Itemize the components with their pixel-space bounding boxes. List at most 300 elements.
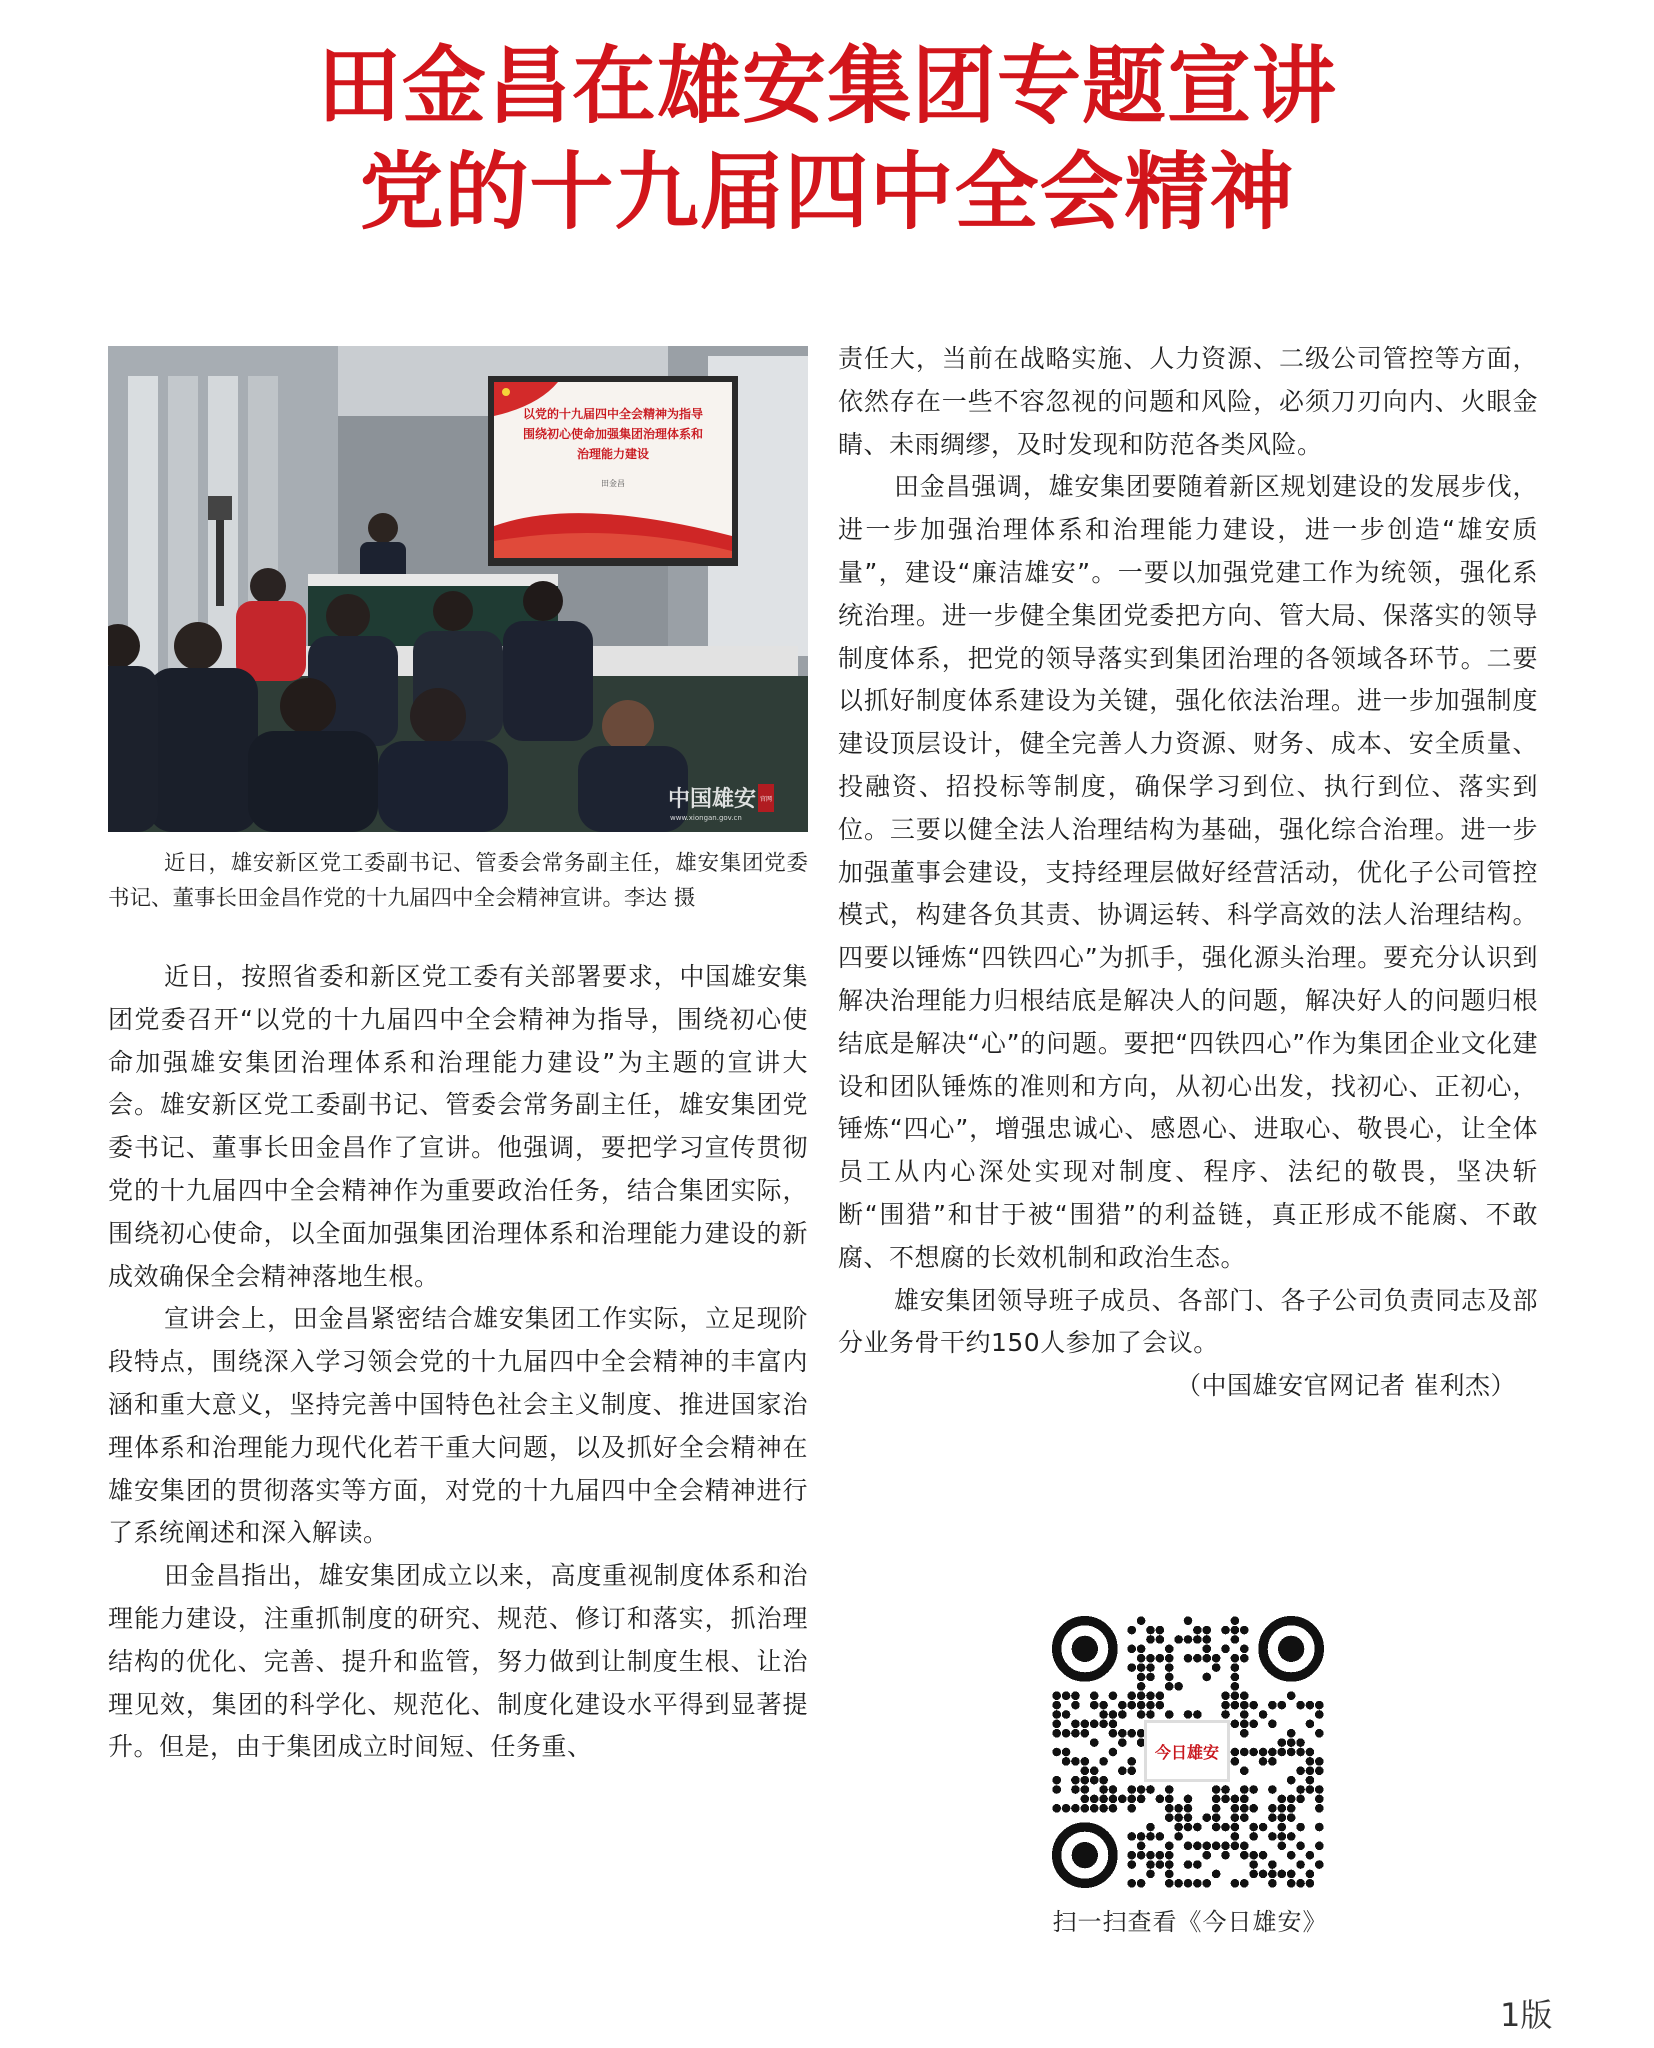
qr-module xyxy=(1052,1785,1061,1794)
qr-module xyxy=(1277,1795,1286,1804)
qr-module xyxy=(1184,1616,1193,1625)
qr-code[interactable] xyxy=(1052,1616,1324,1888)
qr-module xyxy=(1315,1804,1324,1813)
qr-module xyxy=(1240,1729,1249,1738)
qr-module xyxy=(1231,1701,1240,1710)
qr-module xyxy=(1062,1804,1071,1813)
qr-module xyxy=(1231,1841,1240,1850)
qr-module xyxy=(1118,1729,1127,1738)
qr-module xyxy=(1165,1673,1174,1682)
qr-module xyxy=(1306,1757,1315,1766)
qr-module xyxy=(1277,1748,1286,1757)
qr-module xyxy=(1315,1795,1324,1804)
qr-module xyxy=(1287,1691,1296,1700)
qr-module xyxy=(1212,1870,1221,1879)
qr-module xyxy=(1268,1701,1277,1710)
slide-title-line-3: 治理能力建设 xyxy=(576,447,650,461)
qr-module xyxy=(1071,1757,1080,1766)
qr-module xyxy=(1109,1748,1118,1757)
qr-module xyxy=(1287,1804,1296,1813)
qr-module xyxy=(1287,1795,1296,1804)
qr-module xyxy=(1249,1720,1258,1729)
qr-module xyxy=(1315,1710,1324,1719)
qr-module xyxy=(1099,1776,1108,1785)
qr-module xyxy=(1296,1701,1305,1710)
qr-module xyxy=(1287,1738,1296,1747)
qr-module xyxy=(1240,1626,1249,1635)
qr-module xyxy=(1287,1851,1296,1860)
qr-module xyxy=(1146,1832,1155,1841)
qr-module xyxy=(1156,1635,1165,1644)
qr-module xyxy=(1212,1654,1221,1663)
qr-module xyxy=(1296,1823,1305,1832)
qr-module xyxy=(1221,1645,1230,1654)
qr-module xyxy=(1165,1645,1174,1654)
paragraph: 宣讲会上，田金昌紧密结合雄安集团工作实际，立足现阶段特点，围绕深入学习领会党的十九届四中全会精神的丰富内涵和重大意义，坚持完善中国特色社会主义制度、推进国家治理体系和治理能力现代化若干重大问题，以及抓好全会精神在雄安集团的贯彻落实等方面，对党的十九届四中全会精神进行了系统阐述和深入解读。 xyxy=(108,1304,808,1548)
qr-module xyxy=(1259,1757,1268,1766)
qr-finder-dot xyxy=(1278,1636,1304,1662)
qr-module xyxy=(1306,1879,1315,1888)
qr-module xyxy=(1240,1720,1249,1729)
qr-module xyxy=(1221,1626,1230,1635)
paragraph: 近日，按照省委和新区党工委有关部署要求，中国雄安集团党委召开“以党的十九届四中全会精神为指导，围绕初心使命加强雄安集团治理体系和治理能力建设”为主题的宣讲大会。雄安新区党工委副书记、管委会常务副主任，雄安集团党委书记、董事长田金昌作了宣讲。他强调，要把学习宣传贯彻党的十九届四中全会精神作为重要政治任务，结合集团实际，围绕初心使命，以全面加强集团治理体系和治理能力建设的新成效确保全会精神落地生根。 xyxy=(108,962,808,1291)
qr-module xyxy=(1071,1804,1080,1813)
qr-module xyxy=(1277,1701,1286,1710)
qr-module xyxy=(1306,1776,1315,1785)
qr-module xyxy=(1052,1804,1061,1813)
qr-module xyxy=(1268,1748,1277,1757)
qr-module xyxy=(1099,1720,1108,1729)
qr-module xyxy=(1268,1860,1277,1869)
qr-module xyxy=(1212,1841,1221,1850)
qr-module xyxy=(1146,1710,1155,1719)
qr-module xyxy=(1146,1701,1155,1710)
qr-module xyxy=(1146,1860,1155,1869)
qr-module xyxy=(1296,1748,1305,1757)
qr-module xyxy=(1156,1626,1165,1635)
watermark-url: www.xiongan.gov.cn xyxy=(670,814,742,822)
qr-module xyxy=(1315,1701,1324,1710)
qr-module xyxy=(1249,1860,1258,1869)
qr-module xyxy=(1127,1663,1136,1672)
qr-module xyxy=(1052,1729,1061,1738)
qr-module xyxy=(1231,1691,1240,1700)
qr-module xyxy=(1268,1813,1277,1822)
qr-module xyxy=(1268,1832,1277,1841)
qr-module xyxy=(1240,1766,1249,1775)
qr-module xyxy=(1127,1766,1136,1775)
qr-module xyxy=(1127,1626,1136,1635)
qr-module xyxy=(1277,1813,1286,1822)
qr-module xyxy=(1146,1663,1155,1672)
qr-module xyxy=(1212,1823,1221,1832)
qr-module xyxy=(1202,1841,1211,1850)
qr-module xyxy=(1287,1832,1296,1841)
qr-module xyxy=(1081,1785,1090,1794)
slide-speaker: 田金昌 xyxy=(601,479,625,488)
headline-line-1: 田金昌在雄安集团专题宣讲 xyxy=(316,36,1337,135)
qr-module xyxy=(1137,1851,1146,1860)
qr-module xyxy=(1109,1795,1118,1804)
qr-module xyxy=(1212,1785,1221,1794)
qr-module xyxy=(1231,1626,1240,1635)
qr-module xyxy=(1193,1654,1202,1663)
qr-module xyxy=(1052,1748,1061,1757)
qr-module xyxy=(1268,1804,1277,1813)
qr-module xyxy=(1315,1729,1324,1738)
qr-module xyxy=(1081,1804,1090,1813)
qr-module xyxy=(1137,1879,1146,1888)
qr-module xyxy=(1146,1673,1155,1682)
qr-module xyxy=(1071,1729,1080,1738)
qr-module xyxy=(1221,1710,1230,1719)
qr-module xyxy=(1315,1860,1324,1869)
qr-module xyxy=(1165,1870,1174,1879)
qr-module xyxy=(1240,1851,1249,1860)
qr-module xyxy=(1137,1785,1146,1794)
qr-module xyxy=(1231,1720,1240,1729)
qr-module xyxy=(1315,1757,1324,1766)
qr-module xyxy=(1127,1851,1136,1860)
qr-module xyxy=(1231,1682,1240,1691)
qr-module xyxy=(1099,1701,1108,1710)
qr-module xyxy=(1249,1804,1258,1813)
qr-module xyxy=(1240,1654,1249,1663)
qr-module xyxy=(1109,1729,1118,1738)
qr-module xyxy=(1259,1710,1268,1719)
qr-caption: 扫一扫查看《今日雄安》 xyxy=(1052,1908,1328,1936)
qr-module xyxy=(1212,1813,1221,1822)
qr-module xyxy=(1118,1710,1127,1719)
qr-module xyxy=(1137,1710,1146,1719)
qr-module xyxy=(1071,1701,1080,1710)
qr-module xyxy=(1109,1691,1118,1700)
qr-module xyxy=(1146,1654,1155,1663)
qr-module xyxy=(1296,1841,1305,1850)
qr-module xyxy=(1221,1691,1230,1700)
qr-module xyxy=(1231,1635,1240,1644)
qr-module xyxy=(1268,1879,1277,1888)
qr-module xyxy=(1306,1870,1315,1879)
qr-module xyxy=(1127,1757,1136,1766)
qr-module xyxy=(1071,1785,1080,1794)
qr-module xyxy=(1174,1813,1183,1822)
slide-title-line-1: 以党的十九届四中全会精神为指导 xyxy=(522,407,704,421)
qr-module xyxy=(1071,1691,1080,1700)
qr-module xyxy=(1306,1720,1315,1729)
qr-module xyxy=(1165,1663,1174,1672)
qr-module xyxy=(1193,1710,1202,1719)
qr-module xyxy=(1137,1701,1146,1710)
qr-module xyxy=(1090,1766,1099,1775)
qr-module xyxy=(1052,1701,1061,1710)
qr-module xyxy=(1231,1813,1240,1822)
qr-module xyxy=(1174,1832,1183,1841)
qr-module xyxy=(1052,1691,1061,1700)
qr-module xyxy=(1231,1804,1240,1813)
qr-module xyxy=(1240,1691,1249,1700)
qr-module xyxy=(1268,1757,1277,1766)
qr-module xyxy=(1052,1720,1061,1729)
qr-module xyxy=(1315,1841,1324,1850)
qr-module xyxy=(1268,1870,1277,1879)
qr-module xyxy=(1081,1757,1090,1766)
qr-module xyxy=(1109,1710,1118,1719)
qr-module xyxy=(1306,1785,1315,1794)
qr-module xyxy=(1249,1870,1258,1879)
qr-module xyxy=(1277,1841,1286,1850)
qr-module xyxy=(1081,1776,1090,1785)
qr-module xyxy=(1202,1654,1211,1663)
qr-module xyxy=(1127,1879,1136,1888)
qr-module xyxy=(1090,1738,1099,1747)
qr-module xyxy=(1062,1691,1071,1700)
qr-module xyxy=(1109,1720,1118,1729)
qr-module xyxy=(1109,1804,1118,1813)
qr-module xyxy=(1249,1748,1258,1757)
qr-module xyxy=(1184,1841,1193,1850)
qr-module xyxy=(1193,1841,1202,1850)
qr-module xyxy=(1127,1701,1136,1710)
qr-module xyxy=(1287,1870,1296,1879)
qr-module xyxy=(1118,1795,1127,1804)
qr-module xyxy=(1090,1776,1099,1785)
qr-module xyxy=(1127,1785,1136,1794)
qr-module xyxy=(1099,1795,1108,1804)
qr-module xyxy=(1146,1870,1155,1879)
qr-module xyxy=(1099,1757,1108,1766)
qr-module xyxy=(1249,1851,1258,1860)
qr-module xyxy=(1137,1654,1146,1663)
qr-module xyxy=(1137,1663,1146,1672)
qr-module xyxy=(1165,1851,1174,1860)
qr-module xyxy=(1127,1860,1136,1869)
qr-module xyxy=(1137,1616,1146,1625)
qr-module xyxy=(1062,1729,1071,1738)
slide-title-line-2: 围绕初心使命加强集团治理体系和 xyxy=(522,427,704,441)
qr-module xyxy=(1306,1851,1315,1860)
article-right-column xyxy=(838,338,1538,1408)
qr-module xyxy=(1165,1860,1174,1869)
qr-module xyxy=(1231,1663,1240,1672)
qr-module xyxy=(1156,1701,1165,1710)
qr-finder-dot xyxy=(1072,1842,1098,1868)
qr-module xyxy=(1156,1795,1165,1804)
qr-module xyxy=(1306,1701,1315,1710)
qr-module xyxy=(1137,1795,1146,1804)
qr-module xyxy=(1184,1813,1193,1822)
page-number: 1版 xyxy=(1500,1996,1553,2034)
qr-module xyxy=(1231,1795,1240,1804)
qr-module xyxy=(1184,1710,1193,1719)
qr-module xyxy=(1202,1645,1211,1654)
qr-module xyxy=(1193,1635,1202,1644)
qr-module xyxy=(1146,1691,1155,1700)
qr-module xyxy=(1202,1673,1211,1682)
qr-module xyxy=(1062,1710,1071,1719)
qr-module xyxy=(1146,1823,1155,1832)
qr-module xyxy=(1118,1766,1127,1775)
qr-module xyxy=(1109,1785,1118,1794)
qr-module xyxy=(1165,1804,1174,1813)
qr-module xyxy=(1221,1785,1230,1794)
qr-module xyxy=(1165,1654,1174,1663)
qr-module xyxy=(1137,1691,1146,1700)
qr-module xyxy=(1249,1823,1258,1832)
qr-module xyxy=(1296,1766,1305,1775)
qr-module xyxy=(1184,1860,1193,1869)
qr-module xyxy=(1127,1645,1136,1654)
qr-module xyxy=(1081,1720,1090,1729)
qr-module xyxy=(1099,1710,1108,1719)
qr-module xyxy=(1174,1682,1183,1691)
qr-module xyxy=(1268,1720,1277,1729)
watermark-tag: 官网 xyxy=(759,796,773,803)
qr-module xyxy=(1156,1832,1165,1841)
qr-module xyxy=(1249,1832,1258,1841)
qr-module xyxy=(1221,1851,1230,1860)
qr-module xyxy=(1174,1879,1183,1888)
qr-module xyxy=(1052,1776,1061,1785)
qr-module xyxy=(1240,1645,1249,1654)
qr-module xyxy=(1240,1748,1249,1757)
qr-module xyxy=(1090,1701,1099,1710)
qr-module xyxy=(1146,1785,1155,1794)
qr-module xyxy=(1231,1673,1240,1682)
qr-module xyxy=(1287,1748,1296,1757)
paragraph: 雄安集团领导班子成员、各部门、各子公司负责同志及部分业务骨干约150人参加了会议。 xyxy=(838,1285,1538,1358)
qr-module xyxy=(1137,1682,1146,1691)
qr-module xyxy=(1193,1823,1202,1832)
qr-module xyxy=(1202,1879,1211,1888)
qr-module xyxy=(1212,1804,1221,1813)
qr-module xyxy=(1277,1804,1286,1813)
paragraph: 责任大，当前在战略实施、人力资源、二级公司管控等方面，依然存在一些不容忽视的问题和风险，必须刀刃向内、火眼金睛、未雨绸缪，及时发现和防范各类风险。 xyxy=(838,344,1538,459)
qr-module xyxy=(1127,1795,1136,1804)
qr-module xyxy=(1174,1804,1183,1813)
qr-module xyxy=(1127,1729,1136,1738)
qr-module xyxy=(1240,1841,1249,1850)
qr-module xyxy=(1081,1795,1090,1804)
qr-module xyxy=(1090,1691,1099,1700)
qr-module xyxy=(1090,1795,1099,1804)
qr-module xyxy=(1202,1851,1211,1860)
qr-module xyxy=(1240,1701,1249,1710)
qr-module xyxy=(1202,1813,1211,1822)
qr-module xyxy=(1296,1795,1305,1804)
qr-module xyxy=(1240,1710,1249,1719)
paragraph: 田金昌指出，雄安集团成立以来，高度重视制度体系和治理能力建设，注重抓制度的研究、规范、修订和落实，抓治理结构的优化、完善、提升和监管，努力做到让制度生根、让治理见效，集团的科学化、规范化、制度化建设水平得到显著提升。但是，由于集团成立时间短、任务重、 xyxy=(108,1561,808,1762)
qr-module xyxy=(1268,1785,1277,1794)
qr-module xyxy=(1137,1645,1146,1654)
qr-module xyxy=(1184,1823,1193,1832)
qr-logo: 今日雄安 xyxy=(1144,1720,1230,1782)
qr-module xyxy=(1231,1654,1240,1663)
qr-module xyxy=(1287,1813,1296,1822)
qr-module xyxy=(1062,1757,1071,1766)
qr-module xyxy=(1118,1738,1127,1747)
qr-module xyxy=(1221,1841,1230,1850)
qr-module xyxy=(1249,1701,1258,1710)
qr-module xyxy=(1156,1860,1165,1869)
qr-module xyxy=(1090,1720,1099,1729)
qr-module xyxy=(1296,1738,1305,1747)
qr-module xyxy=(1071,1776,1080,1785)
qr-module xyxy=(1231,1757,1240,1766)
qr-module xyxy=(1165,1813,1174,1822)
qr-module xyxy=(1231,1823,1240,1832)
photo-caption: 近日，雄安新区党工委副书记、管委会常务副主任，雄安集团党委书记、董事长田金昌作党的十九届四中全会精神宣讲。李达 摄 xyxy=(108,851,808,911)
qr-module xyxy=(1174,1823,1183,1832)
qr-module xyxy=(1165,1710,1174,1719)
qr-module xyxy=(1137,1841,1146,1850)
qr-module xyxy=(1221,1795,1230,1804)
qr-module xyxy=(1165,1785,1174,1794)
byline: （中国雄安官网记者 崔利杰） xyxy=(1176,1371,1516,1401)
qr-module xyxy=(1174,1635,1183,1644)
qr-module xyxy=(1212,1795,1221,1804)
qr-module xyxy=(1287,1729,1296,1738)
qr-module xyxy=(1062,1748,1071,1757)
qr-module xyxy=(1127,1804,1136,1813)
qr-module xyxy=(1193,1626,1202,1635)
qr-module xyxy=(1277,1832,1286,1841)
qr-module xyxy=(1231,1616,1240,1625)
qr-module xyxy=(1184,1795,1193,1804)
qr-module xyxy=(1277,1870,1286,1879)
qr-module xyxy=(1165,1795,1174,1804)
qr-module xyxy=(1127,1832,1136,1841)
qr-module xyxy=(1315,1785,1324,1794)
qr-finder-dot xyxy=(1072,1636,1098,1662)
qr-module xyxy=(1184,1654,1193,1663)
paragraph: 田金昌强调，雄安集团要随着新区规划建设的发展步伐，进一步加强治理体系和治理能力建设，进一步创造“雄安质量”，建设“廉洁雄安”。一要以加强党建工作为统领，强化系统治理。进一步健全集团党委把方向、管大局、保落实的领导制度体系，把党的领导落实到集团治理的各领域各环节。二要以抓好制度体系建设为关键，强化依法治理。进一步加强制度建设顶层设计，健全完善人力资源、财务、成本、安全质量、投融资、招投标等制度，确保学习到位、执行到位、落实到位。三要以健全法人治理结构为基础，强化综合治理。进一步加强董事会建设，支持经理层做好经营活动，优化子公司管控模式，构建各负其责、协调运转、科学高效的法人治理结构。四要以锤炼“四铁四心”为抓手，强化源头治理。要充分认识到解决治理能力归根结底是解决人的问题，解决好人的问题归根结底是解决“心”的问题。要把“四铁四心”作为集团企业文化建设和团队锤炼的准则和方向，从初心出发，找初心、正初心，锤炼“四心”，增强忠诚心、感恩心、进取心、敬畏心，让全体员工从内心深处实现对制度、程序、法纪的敬畏，坚决斩断“围猎”和甘于被“围猎”的利益链，真正形成不能腐、不敢腐、不想腐的长效机制和政治生态。 xyxy=(838,472,1538,1272)
qr-module xyxy=(1081,1766,1090,1775)
qr-module xyxy=(1231,1748,1240,1757)
qr-module xyxy=(1240,1795,1249,1804)
headline-line-2: 党的十九届四中全会精神 xyxy=(359,142,1295,241)
watermark-text: 中国雄安 xyxy=(668,786,757,812)
qr-module xyxy=(1221,1701,1230,1710)
qr-module xyxy=(1202,1635,1211,1644)
qr-module xyxy=(1193,1860,1202,1869)
qr-module xyxy=(1315,1766,1324,1775)
qr-module xyxy=(1052,1710,1061,1719)
qr-module xyxy=(1315,1823,1324,1832)
qr-module xyxy=(1127,1691,1136,1700)
qr-module xyxy=(1193,1879,1202,1888)
qr-module xyxy=(1240,1813,1249,1822)
qr-module xyxy=(1259,1851,1268,1860)
qr-module xyxy=(1118,1701,1127,1710)
qr-module xyxy=(1287,1776,1296,1785)
article-left-column xyxy=(108,956,808,1769)
qr-module xyxy=(1184,1804,1193,1813)
qr-module xyxy=(1081,1729,1090,1738)
qr-module xyxy=(1184,1879,1193,1888)
qr-module xyxy=(1099,1804,1108,1813)
qr-module xyxy=(1259,1870,1268,1879)
qr-module xyxy=(1071,1720,1080,1729)
qr-module xyxy=(1146,1626,1155,1635)
qr-module xyxy=(1240,1785,1249,1794)
qr-module xyxy=(1296,1879,1305,1888)
news-photo xyxy=(108,346,808,832)
qr-module xyxy=(1146,1635,1155,1644)
qr-module xyxy=(1165,1841,1174,1850)
qr-module xyxy=(1231,1832,1240,1841)
qr-module xyxy=(1165,1682,1174,1691)
